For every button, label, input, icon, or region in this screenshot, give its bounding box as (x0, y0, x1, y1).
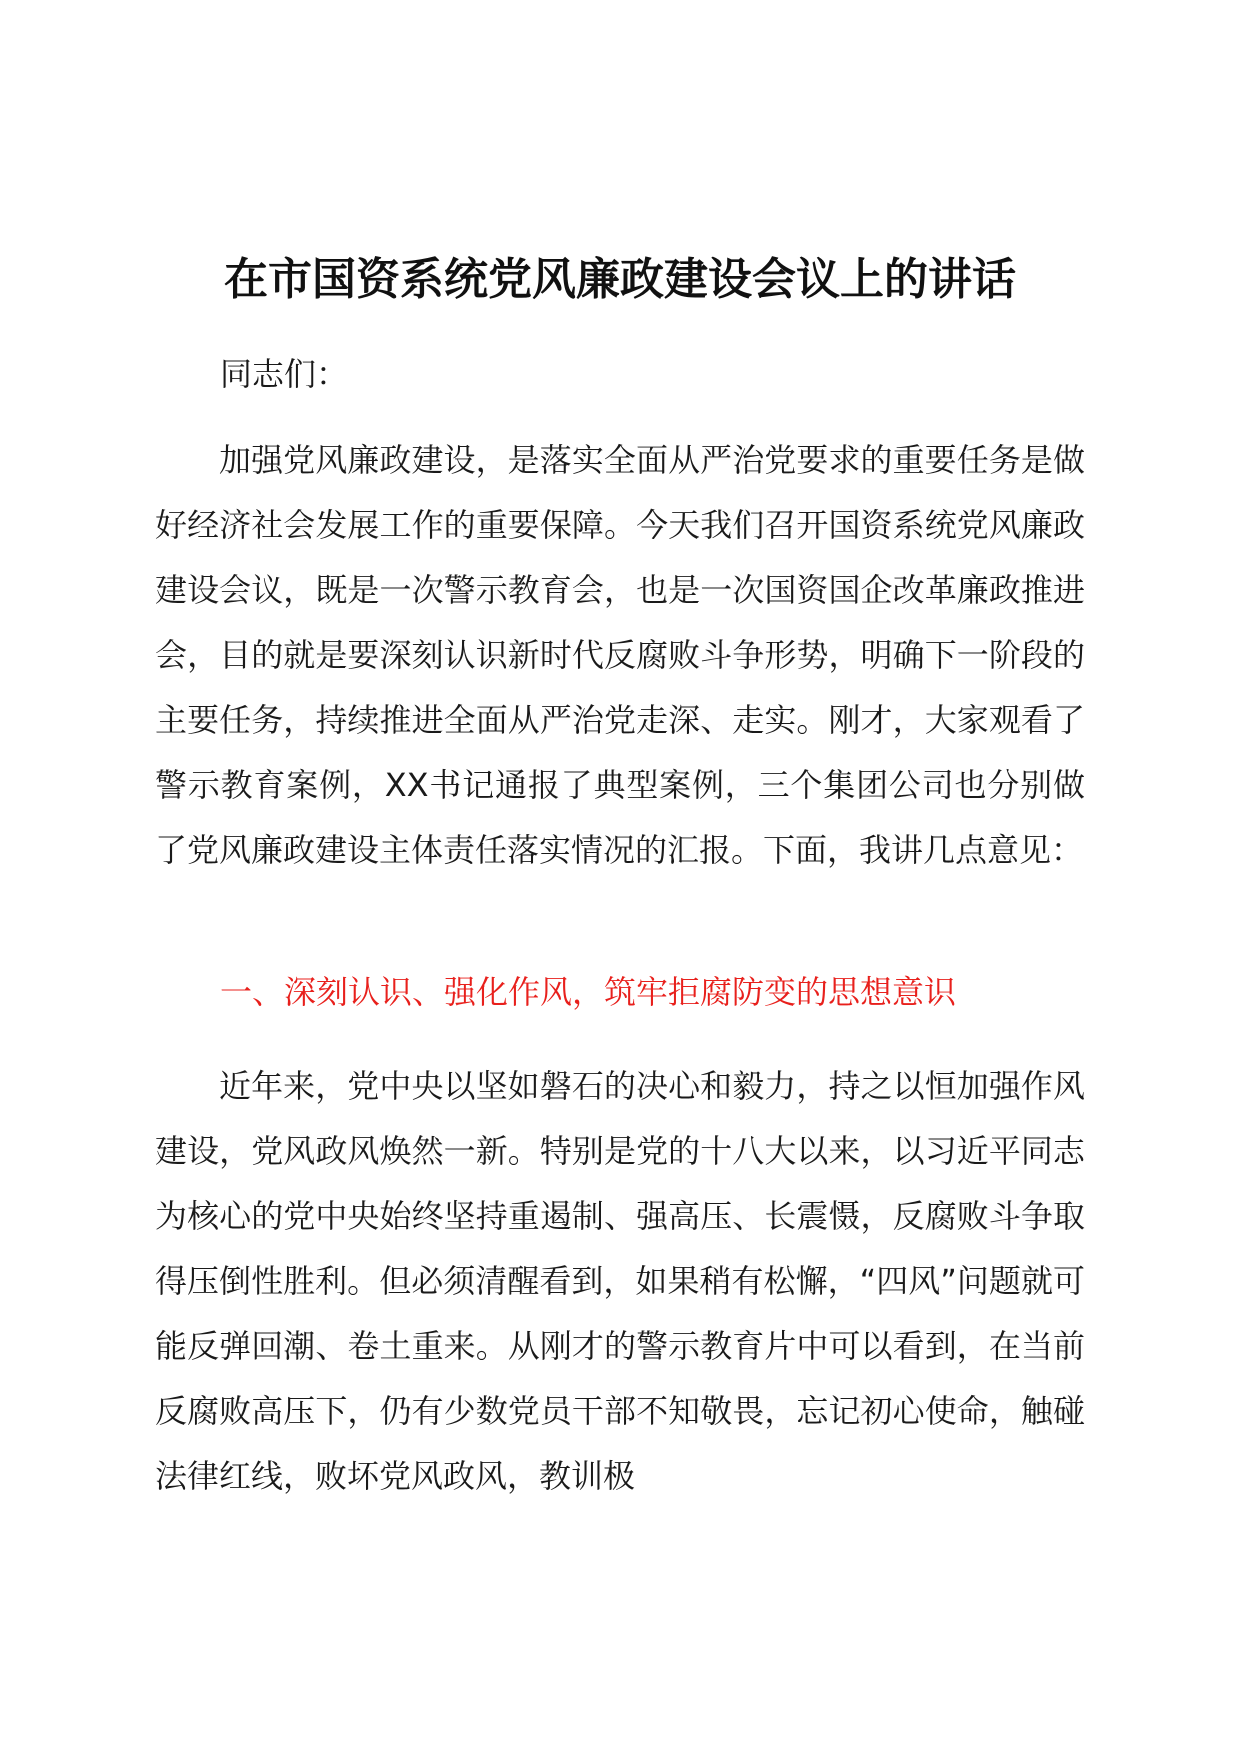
document-title: 在市国资系统党风廉政建设会议上的讲话 (224, 254, 1016, 305)
section-heading-1: 一、深刻认识、强化作风，筑牢拒腐防变的思想意识 (220, 973, 957, 1011)
paragraph-section-1: 近年来，党中央以坚如磐石的决心和毅力，持之以恒加强作风建设，党风政风焕然一新。特别是党的十八大以来，以习近平同志为核心的党中央始终坚持重遏制、强高压、长震慑，反腐败斗争取得压倒性胜利。但必须清醒看到，如果稍有松懈，“四风”问题就可能反弹回潮、卷土重来。从刚才的警示教育片中可以看到，在当前反腐败高压下，仍有少数党员干部不知敬畏，忘记初心使命，触碰法律红线，败坏党风政风，教训极 (155, 1067, 1085, 1495)
paragraph-intro: 加强党风廉政建设，是落实全面从严治党要求的重要任务是做好经济社会发展工作的重要保障。今天我们召开国资系统党风廉政建设会议，既是一次警示教育会，也是一次国资国企改革廉政推进会，目的就是要深刻认识新时代反腐败斗争形势，明确下一阶段的主要任务，持续推进全面从严治党走深、走实。刚才，大家观看了警示教育案例，XX书记通报了典型案例，三个集团公司也分别做了党风廉政建设主体责任落实情况的汇报。下面，我讲几点意见： (155, 441, 1085, 869)
salutation: 同志们： (220, 355, 349, 393)
